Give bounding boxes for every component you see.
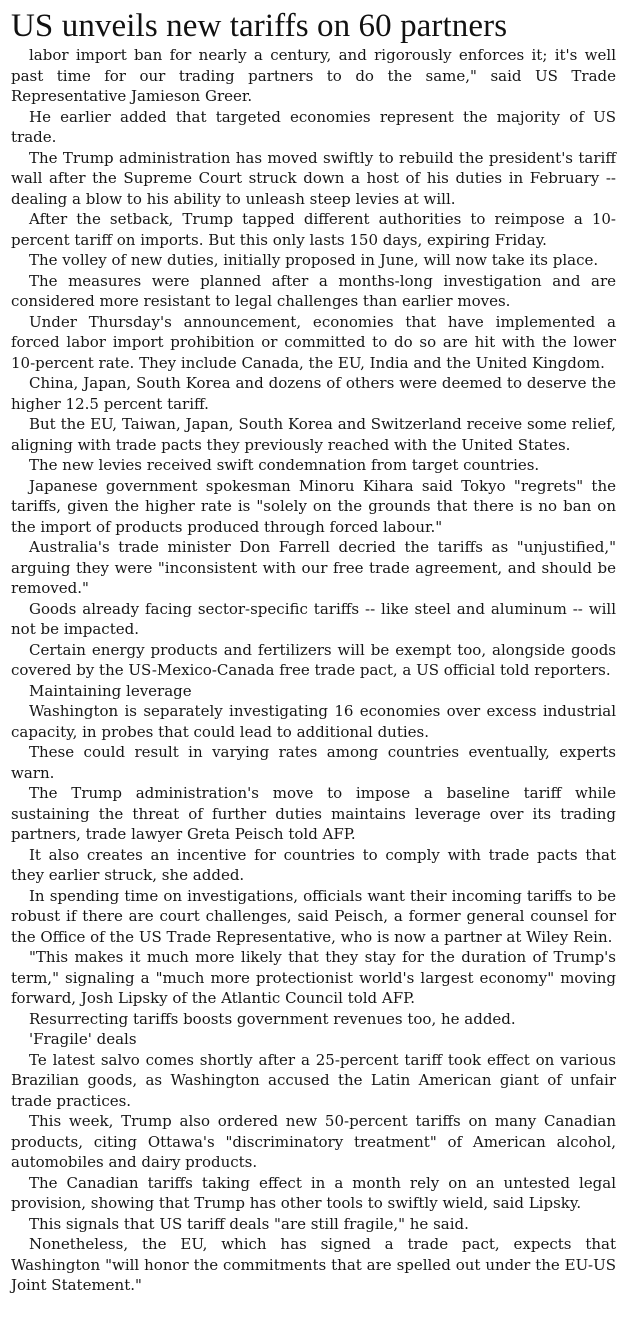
paragraph: But the EU, Taiwan, Japan, South Korea and Switzerland receive some relief, aligning with trade pacts they previously reached with the United States. — [11, 415, 616, 454]
paragraph: Resurrecting tariffs boosts government revenues too, he added. — [29, 1009, 516, 1028]
paragraph: After the setback, Trump tapped different authorities to reimpose a 10-percent tariff on imports. But this only lasts 150 days, expiring Friday. — [11, 210, 616, 249]
paragraph: "This makes it much more likely that they stay for the duration of Trump's term," signaling a "much more protectionist world's largest economy" moving forward, Josh Lipsky of the Atlantic Council told AFP. — [11, 948, 616, 1007]
paragraph: The volley of new duties, initially proposed in June, will now take its place. — [29, 251, 599, 269]
paragraph: Australia's trade minister Don Farrell decried the tariffs as "unjustified," arguing they were "inconsistent with our free trade agreement, and should be removed." — [11, 538, 616, 597]
paragraph: The Canadian tariffs taking effect in a month rely on an untested legal provision, showing that Trump has other tools to swiftly wield, said Lipsky. — [11, 1173, 616, 1212]
paragraph: Goods already facing sector-specific tariffs -- like steel and aluminum -- will not be impacted. — [11, 599, 616, 638]
paragraph: Japanese government spokesman Minoru Kihara said Tokyo "regrets" the tariffs, given the higher rate is "solely on the grounds that there is no ban on the import of products produced through forced labour." — [11, 476, 616, 536]
paragraph: Nonetheless, the EU, which has signed a trade pact, expects that Washington "will honor the commitments that are spelled out under the EU-US Joint Statement." — [11, 1235, 616, 1294]
paragraph: It also creates an incentive for countries to comply with trade pacts that they earlier struck, she added. — [11, 845, 616, 884]
subheading: Maintaining leverage — [29, 681, 192, 700]
paragraph: China, Japan, South Korea and dozens of others were deemed to deserve the higher 12.5 percent tariff. — [11, 374, 616, 413]
paragraph: Under Thursday's announcement, economies that have implemented a forced labor import prohibition or committed to do so are hit with the lower 10-percent rate. They include Canada, the EU, India and the United Kingdom. — [11, 312, 616, 372]
paragraph: The measures were planned after a months-long investigation and are considered more resistant to legal challenges than earlier moves. — [11, 271, 616, 310]
paragraph: The new levies received swift condemnation from target countries. — [29, 456, 540, 474]
paragraph: These could result in varying rates among countries eventually, experts warn. — [11, 743, 616, 782]
paragraph: The Trump administration's move to impose a baseline tariff while sustaining the threat of further duties maintains leverage over its trading partners, trade lawyer Greta Peisch told AFP. — [11, 784, 616, 843]
paragraph: Te latest salvo comes shortly after a 25-percent tariff took effect on various Brazilian goods, as Washington accused the Latin American giant of unfair trade practices. — [11, 1050, 616, 1110]
article-body — [11, 45, 616, 1296]
paragraph: labor import ban for nearly a century, and rigorously enforces it; it's well past time for our trading partners to do the same," said US Trade Representative Jamieson Greer. — [11, 46, 616, 105]
subheading: 'Fragile' deals — [29, 1030, 137, 1048]
paragraph: In spending time on investigations, officials want their incoming tariffs to be robust if there are court challenges, said Peisch, a former general counsel for the Office of the US Trade Representative, who is now a partner at Wiley Rein. — [11, 886, 616, 946]
headline: US unveils new tariffs on 60 partners — [11, 8, 508, 44]
paragraph: This week, Trump also ordered new 50-percent tariffs on many Canadian products, citing Ottawa's "discriminatory treatment" of American alcohol, automobiles and dairy products. — [11, 1112, 616, 1171]
paragraph: Certain energy products and fertilizers will be exempt too, alongside goods covered by the US-Mexico-Canada free trade pact, a US official told reporters. — [11, 640, 616, 679]
paragraph: The Trump administration has moved swiftly to rebuild the president's tariff wall after the Supreme Court struck down a host of his duties in February -- dealing a blow to his ability to unleash steep levies at will. — [11, 148, 616, 208]
paragraph: He earlier added that targeted economies represent the majority of US trade. — [11, 107, 616, 146]
paragraph: This signals that US tariff deals "are still fragile," he said. — [29, 1214, 469, 1233]
paragraph: Washington is separately investigating 16 economies over excess industrial capacity, in probes that could lead to additional duties. — [11, 702, 616, 741]
